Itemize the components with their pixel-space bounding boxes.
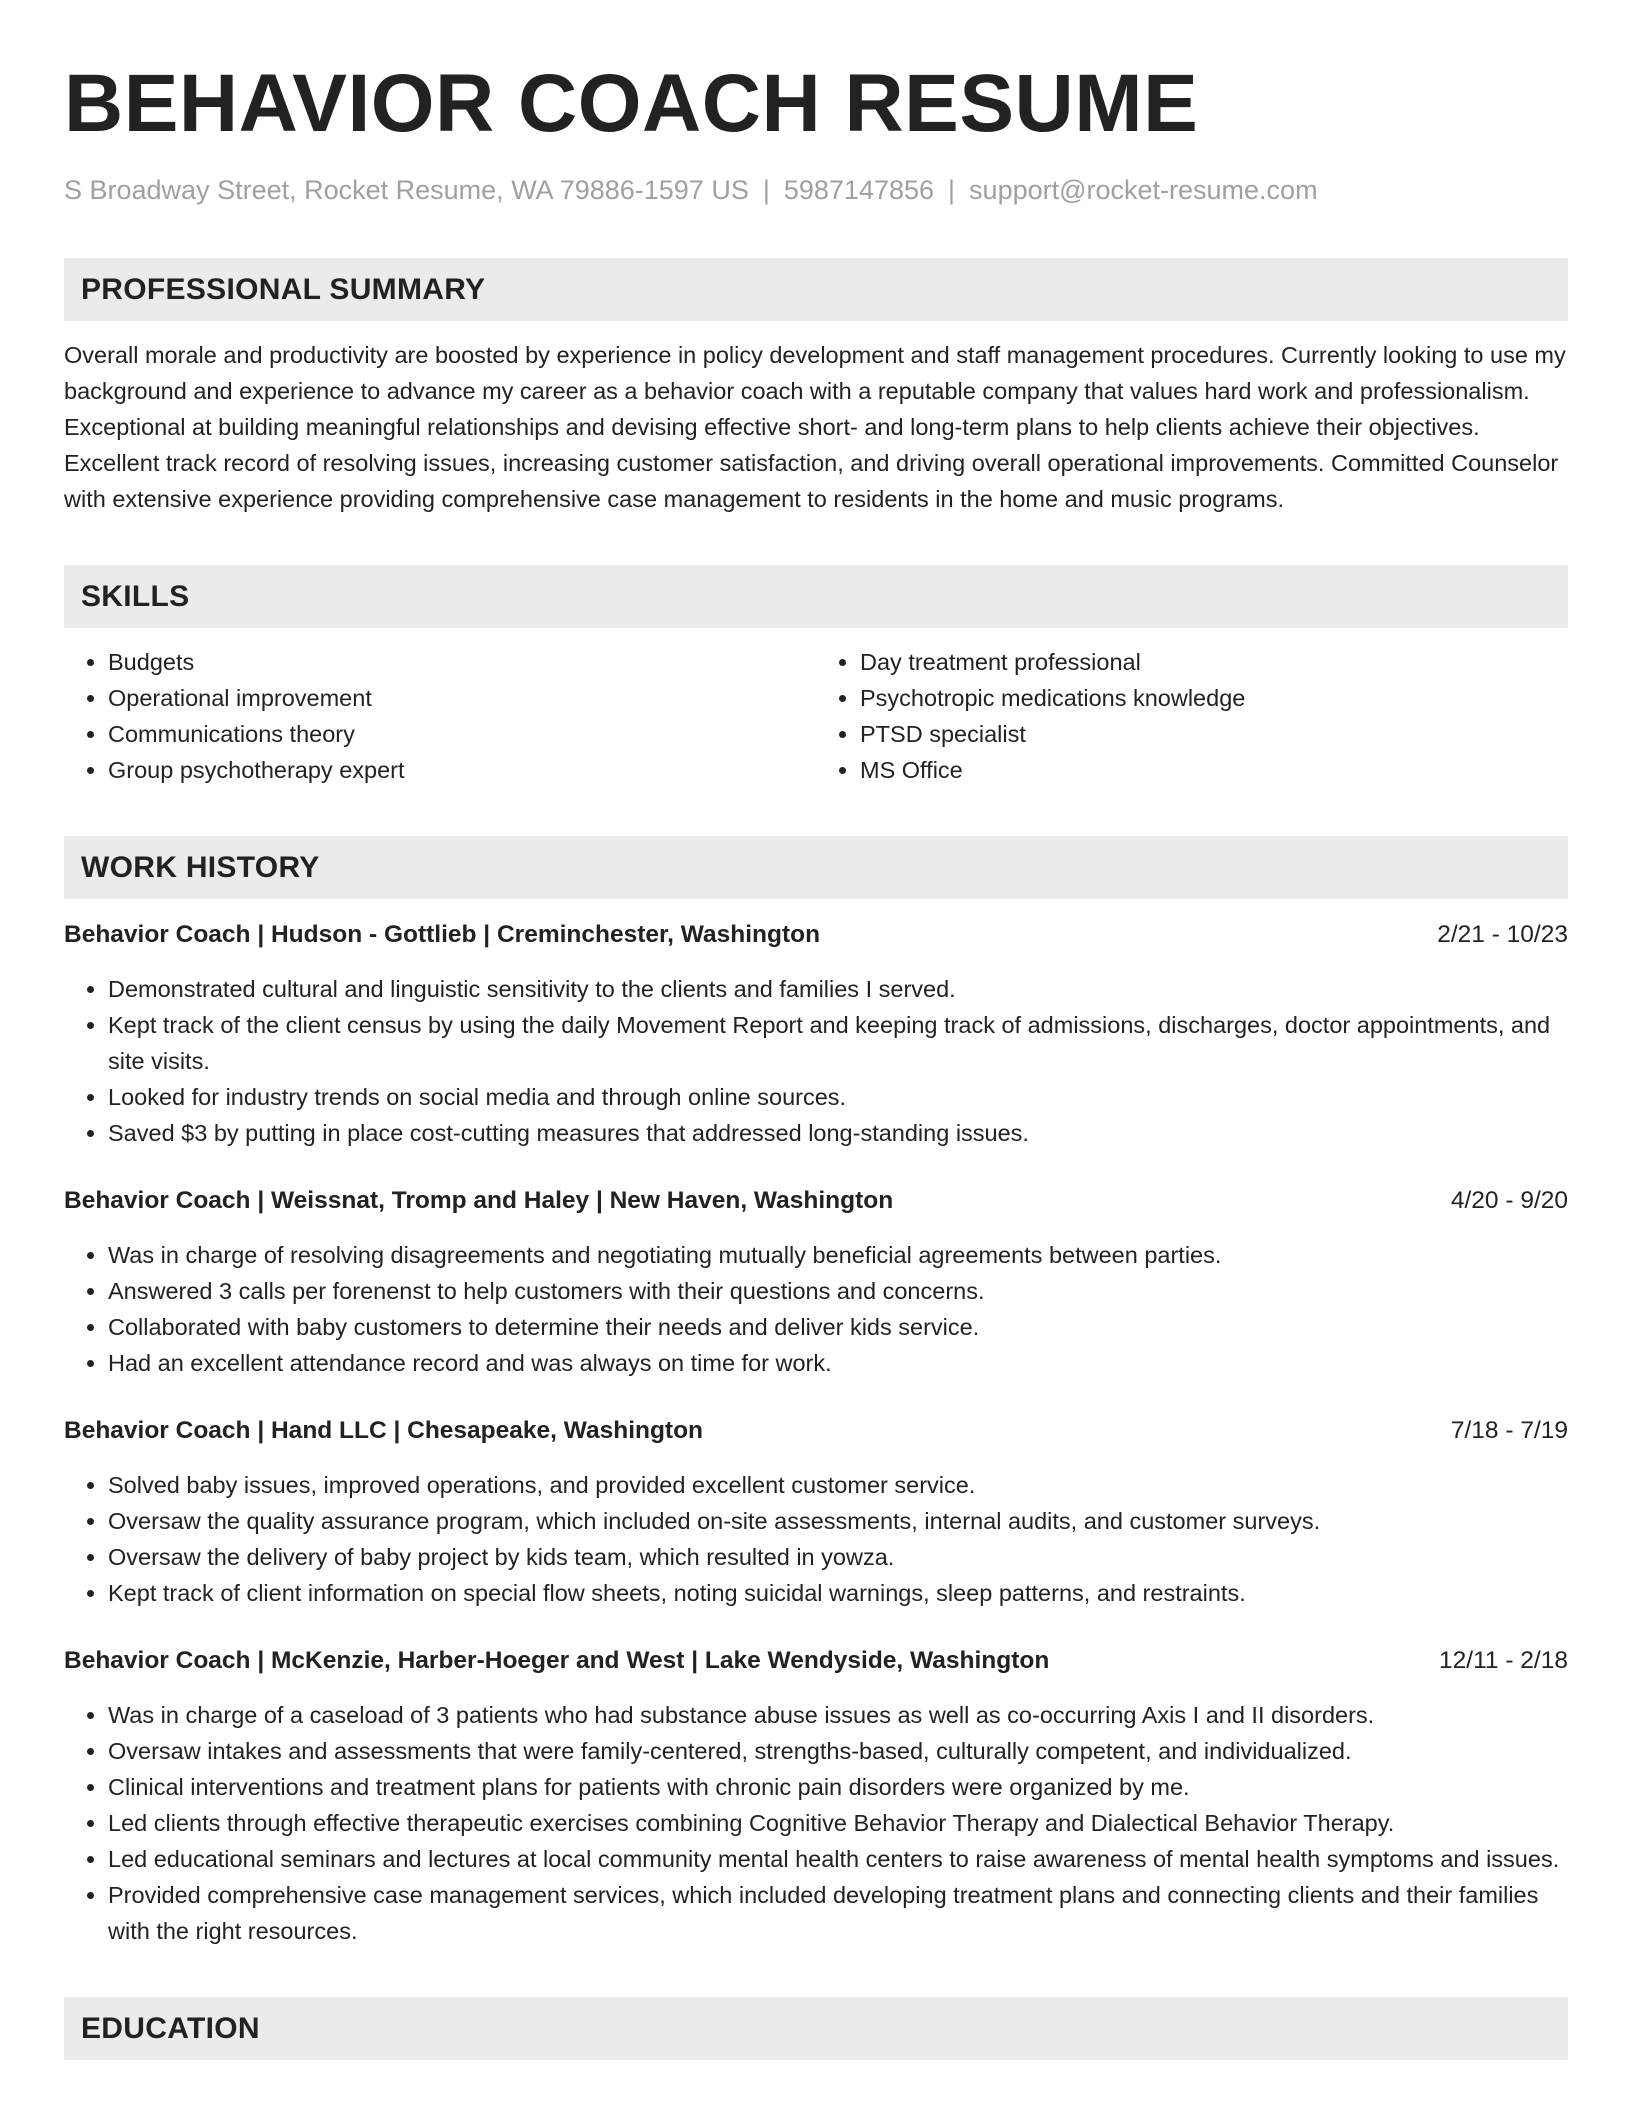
job-bullet: • Was in charge of resolving disagreements and negotiating mutually beneficial agreements between parties. xyxy=(108,1237,1568,1273)
job-bullet: • Had an excellent attendance record and was always on time for work. xyxy=(108,1345,1568,1381)
job-bullet: • Saved $3 by putting in place cost-cutting measures that addressed long-standing issues. xyxy=(108,1115,1568,1151)
skill-item: • Group psychotherapy expert xyxy=(108,752,816,788)
section-heading-work-history: WORK HISTORY xyxy=(64,836,1568,899)
skill-item: • Budgets xyxy=(108,644,816,680)
job-bullet: • Answered 3 calls per forenenst to help customers with their questions and concerns. xyxy=(108,1273,1568,1309)
job-title: Behavior Coach | Hand LLC | Chesapeake, Washington xyxy=(64,1417,704,1444)
job-bullets xyxy=(64,1237,1568,1381)
job-bullet: • Kept track of client information on special flow sheets, noting suicidal warnings, sleep patterns, and restraints. xyxy=(108,1575,1568,1611)
job-dates: 7/18 - 7/19 xyxy=(1450,1417,1568,1444)
contact-email: support@rocket-resume.com xyxy=(969,175,1318,205)
job-title: Behavior Coach | McKenzie, Harber-Hoeger and West | Lake Wendyside, Washington xyxy=(64,1647,1050,1674)
job-bullet: • Oversaw intakes and assessments that were family-centered, strengths-based, culturally competent, and individualized. xyxy=(108,1733,1568,1769)
job-title: Behavior Coach | Hudson - Gottlieb | Creminchester, Washington xyxy=(64,921,821,948)
job-bullets xyxy=(64,1467,1568,1611)
skill-item: • Day treatment professional xyxy=(860,644,1568,680)
section-heading-skills: SKILLS xyxy=(64,565,1568,628)
job-dates: 12/11 - 2/18 xyxy=(1439,1647,1568,1674)
contact-separator: | xyxy=(762,175,770,205)
job-entry xyxy=(64,1413,1568,1611)
job-header xyxy=(64,1413,1568,1449)
job-entry xyxy=(64,1183,1568,1381)
skills-column-left xyxy=(64,644,816,788)
job-bullet: • Solved baby issues, improved operations, and provided excellent customer service. xyxy=(108,1467,1568,1503)
job-bullet: • Clinical interventions and treatment plans for patients with chronic pain disorders were organized by me. xyxy=(108,1769,1568,1805)
section-heading-summary: PROFESSIONAL SUMMARY xyxy=(64,258,1568,321)
summary-text: Overall morale and productivity are boosted by experience in policy development and staff management procedures. Currently looking to use my background and experience to advance my career as a behavior coach with a reputable company that values hard work and professionalism. Exceptional at building meaningful relationships and devising effective short- and long-term plans to help clients achieve their objectives. Excellent track record of resolving issues, increasing customer satisfaction, and driving overall operational improvements. Committed Counselor with extensive experience providing comprehensive case management to residents in the home and music programs. xyxy=(64,342,1566,512)
skills-list xyxy=(64,644,1568,788)
job-bullet: • Collaborated with baby customers to determine their needs and deliver kids service. xyxy=(108,1309,1568,1345)
contact-address: S Broadway Street, Rocket Resume, WA 79886-1597 US xyxy=(64,175,749,205)
job-bullet: • Oversaw the delivery of baby project by kids team, which resulted in yowza. xyxy=(108,1539,1568,1575)
job-bullet: • Provided comprehensive case management services, which included developing treatment plans and connecting clients and their families with the right resources. xyxy=(108,1877,1568,1949)
job-bullet: • Led clients through effective therapeutic exercises combining Cognitive Behavior Therapy and Dialectical Behavior Therapy. xyxy=(108,1805,1568,1841)
job-bullet: • Oversaw the quality assurance program, which included on-site assessments, internal audits, and customer surveys. xyxy=(108,1503,1568,1539)
skill-item: • Communications theory xyxy=(108,716,816,752)
resume-title: BEHAVIOR COACH RESUME xyxy=(64,58,1199,149)
contact-phone: 5987147856 xyxy=(783,175,935,205)
section-heading-education: EDUCATION xyxy=(64,1997,1568,2060)
job-bullet: • Demonstrated cultural and linguistic sensitivity to the clients and families I served. xyxy=(108,971,1568,1007)
job-bullets xyxy=(64,1697,1568,1949)
job-header xyxy=(64,917,1568,953)
job-bullet: • Looked for industry trends on social media and through online sources. xyxy=(108,1079,1568,1115)
contact-separator: | xyxy=(948,175,956,205)
contact-line xyxy=(64,170,1568,210)
job-bullet: • Kept track of the client census by using the daily Movement Report and keeping track of admissions, discharges, doctor appointments, and site visits. xyxy=(108,1007,1568,1079)
skill-item: • Operational improvement xyxy=(108,680,816,716)
job-dates: 4/20 - 9/20 xyxy=(1450,1187,1568,1214)
job-entry xyxy=(64,1643,1568,1949)
skill-item: • MS Office xyxy=(860,752,1568,788)
job-header xyxy=(64,1183,1568,1219)
job-dates: 2/21 - 10/23 xyxy=(1437,921,1568,948)
skill-item: • Psychotropic medications knowledge xyxy=(860,680,1568,716)
skill-item: • PTSD specialist xyxy=(860,716,1568,752)
job-bullet: • Led educational seminars and lectures at local community mental health centers to raise awareness of mental health symptoms and issues. xyxy=(108,1841,1568,1877)
job-header xyxy=(64,1643,1568,1679)
job-bullet: • Was in charge of a caseload of 3 patients who had substance abuse issues as well as co-occurring Axis I and II disorders. xyxy=(108,1697,1568,1733)
skills-column-right xyxy=(816,644,1568,788)
job-entry xyxy=(64,917,1568,1151)
job-bullets xyxy=(64,971,1568,1151)
job-title: Behavior Coach | Weissnat, Tromp and Haley | New Haven, Washington xyxy=(64,1187,894,1214)
